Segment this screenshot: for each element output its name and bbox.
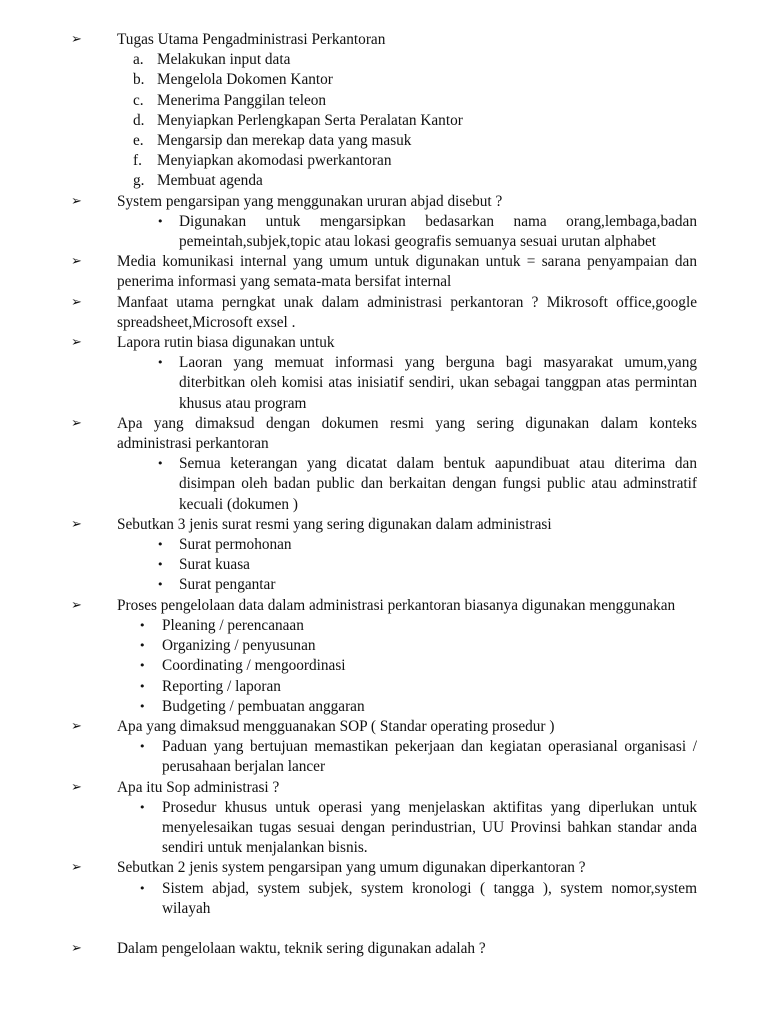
list-item (117, 737, 697, 777)
list-item-label: a. (133, 51, 144, 69)
list-item-label: b. (133, 71, 145, 89)
list-item-text: Digunakan untuk mengarsipkan bedasarkan nama orang,lembaga,badan pemeintah,subjek,topic atau lokasi geografis semuanya sesuai urutan alphabet (179, 212, 697, 251)
list-item-text: Membuat agenda (157, 172, 263, 190)
question-text: Sebutkan 3 jenis surat resmi yang sering digunakan dalam administrasi (117, 515, 552, 533)
arrow-bullet-icon: ➢ (71, 32, 82, 47)
arrow-bullet-icon: ➢ (71, 254, 82, 270)
question-text: Tugas Utama Pengadministrasi Perkantoran (117, 31, 386, 48)
arrow-bullet-icon: ➢ (71, 718, 82, 734)
question-item (0, 192, 768, 253)
list-item-label: f. (133, 152, 142, 170)
list-item (117, 111, 697, 131)
question-text: Proses pengelolaan data dalam administrasi perkantoran biasanya digunakan menggunakan (117, 596, 676, 614)
list-item (117, 454, 697, 515)
question-item (0, 333, 768, 414)
list-item-text: Coordinating / mengoordinasi (162, 657, 346, 675)
list-item-label: c. (133, 91, 144, 109)
spacer (0, 919, 768, 939)
question-text: Apa yang dimaksud dengan dokumen resmi yang sering digunakan dalam konteks administrasi perkantoran (117, 414, 697, 453)
list-item (117, 555, 697, 575)
list-item-text: Organizing / penyusunan (162, 637, 316, 655)
list-item (117, 151, 697, 171)
bullet-dot-icon: • (139, 679, 146, 693)
question-text: Sebutkan 2 jenis system pengarsipan yang umum digunakan diperkantoran ? (117, 859, 586, 877)
list-item-text: Surat pengantar (179, 576, 276, 594)
list-item-text: Sistem abjad, system subjek, system kronologi ( tangga ), system nomor,system wilayah (162, 879, 697, 917)
question-item (0, 596, 768, 717)
question-text: Apa itu Sop administrasi ? (117, 778, 280, 796)
list-item-text: Menyiapkan akomodasi pwerkantoran (157, 152, 392, 170)
list-item-text: Melakukan input data (157, 51, 291, 69)
bullet-dot-icon: • (157, 457, 164, 471)
question-item (0, 515, 768, 596)
list-item (117, 353, 697, 414)
list-item (117, 535, 697, 555)
list-item (117, 91, 697, 111)
bullet-dot-icon: • (139, 699, 146, 713)
list-item-label: d. (133, 111, 145, 129)
question-item (0, 414, 768, 515)
list-item-text: Budgeting / pembuatan anggaran (162, 697, 365, 715)
list-item-text: Surat kuasa (179, 556, 250, 574)
list-item-text: Laoran yang memuat informasi yang berguna bagi masyarakat umum,yang diterbitkan oleh komisi atas inisiatif sendiri, ukan sebagai tanggpan atas permintan khusus atau program (179, 354, 697, 412)
list-item (117, 879, 697, 919)
arrow-bullet-icon: ➢ (71, 597, 82, 613)
list-item (117, 50, 697, 70)
bullet-list (117, 535, 697, 596)
list-item-text: Menyiapkan Perlengkapan Serta Peralatan Kantor (157, 111, 463, 129)
bullet-dot-icon: • (139, 800, 146, 814)
arrow-bullet-icon: ➢ (71, 294, 82, 310)
arrow-bullet-icon: ➢ (71, 516, 82, 532)
bullet-dot-icon: • (139, 639, 146, 653)
arrow-bullet-icon: ➢ (71, 940, 82, 956)
bullet-dot-icon: • (139, 618, 146, 632)
bullet-list (117, 616, 697, 717)
question-text: System pengarsipan yang menggunakan ururan abjad disebut ? (117, 192, 503, 210)
list-item (117, 70, 697, 90)
arrow-bullet-icon: ➢ (71, 415, 82, 431)
question-item (0, 252, 768, 292)
bullet-dot-icon: • (139, 659, 146, 673)
bullet-dot-icon: • (157, 538, 164, 552)
arrow-bullet-icon: ➢ (71, 335, 82, 351)
bullet-dot-icon: • (157, 578, 164, 592)
bullet-dot-icon: • (139, 881, 146, 895)
lettered-list (117, 50, 697, 191)
list-item-text: Pleaning / perencanaan (162, 616, 304, 634)
bullet-dot-icon: • (157, 356, 164, 370)
question-text: Media komunikasi internal yang umum untuk digunakan untuk = sarana penyampaian dan penerima informasi yang semata-mata bersifat internal (117, 253, 697, 291)
list-item (117, 656, 697, 676)
list-item-text: Mengarsip dan merekap data yang masuk (157, 132, 412, 150)
arrow-bullet-icon: ➢ (71, 860, 82, 876)
list-item-text: Reporting / laporan (162, 677, 281, 695)
bullet-dot-icon: • (139, 740, 146, 754)
bullet-dot-icon: • (157, 214, 164, 228)
list-item (117, 131, 697, 151)
question-item (0, 858, 768, 919)
list-item-text: Paduan yang bertujuan memastikan pekerjaan dan kegiatan operasianal organisasi / perusahaan berjalan lancer (162, 738, 697, 776)
list-item (117, 798, 697, 859)
bullet-list (117, 737, 697, 777)
question-text: Apa yang dimaksud mengguanakan SOP ( Standar operating prosedur ) (117, 717, 555, 735)
question-text: Manfaat utama perngkat unak dalam administrasi perkantoran ? Mikrosoft office,google spreadsheet,Microsoft exsel . (117, 293, 697, 331)
question-text: Dalam pengelolaan waktu, teknik sering digunakan adalah ? (117, 939, 486, 957)
bullet-list (117, 798, 697, 859)
list-item-label: e. (133, 132, 144, 150)
question-item (0, 778, 768, 859)
arrow-bullet-icon: ➢ (71, 779, 82, 795)
question-item (0, 293, 768, 333)
list-item (117, 212, 697, 252)
list-item (117, 616, 697, 636)
bullet-dot-icon: • (157, 558, 164, 572)
list-item (117, 697, 697, 717)
list-item (117, 575, 697, 595)
bullet-list (117, 454, 697, 515)
list-item (117, 677, 697, 697)
list-item-text: Surat permohonan (179, 536, 292, 554)
question-item (0, 30, 768, 192)
list-item-text: Menerima Panggilan teleon (157, 91, 327, 109)
question-text: Lapora rutin biasa digunakan untuk (117, 334, 335, 352)
list-item-text: Prosedur khusus untuk operasi yang menjelaskan aktifitas yang diperlukan untuk menyelesaikan tugas sesuai dengan perindustrian, UU Provinsi bahkan standar anda sendiri untuk menjalankan bisnis. (162, 798, 697, 857)
question-item (0, 717, 768, 778)
bullet-list (117, 212, 697, 252)
list-item-text: Semua keterangan yang dicatat dalam bentuk aapundibuat atau diterima dan disimpan oleh badan public dan berkaitan dengan fungsi public atau adminstratif kecuali (dokumen ) (179, 455, 697, 513)
question-item (0, 939, 768, 959)
list-item (117, 636, 697, 656)
list-item-label: g. (133, 172, 145, 190)
bullet-list (117, 353, 697, 414)
list-item (117, 171, 697, 191)
bullet-list (117, 879, 697, 919)
list-item-text: Mengelola Dokomen Kantor (157, 71, 333, 89)
arrow-bullet-icon: ➢ (71, 193, 82, 209)
